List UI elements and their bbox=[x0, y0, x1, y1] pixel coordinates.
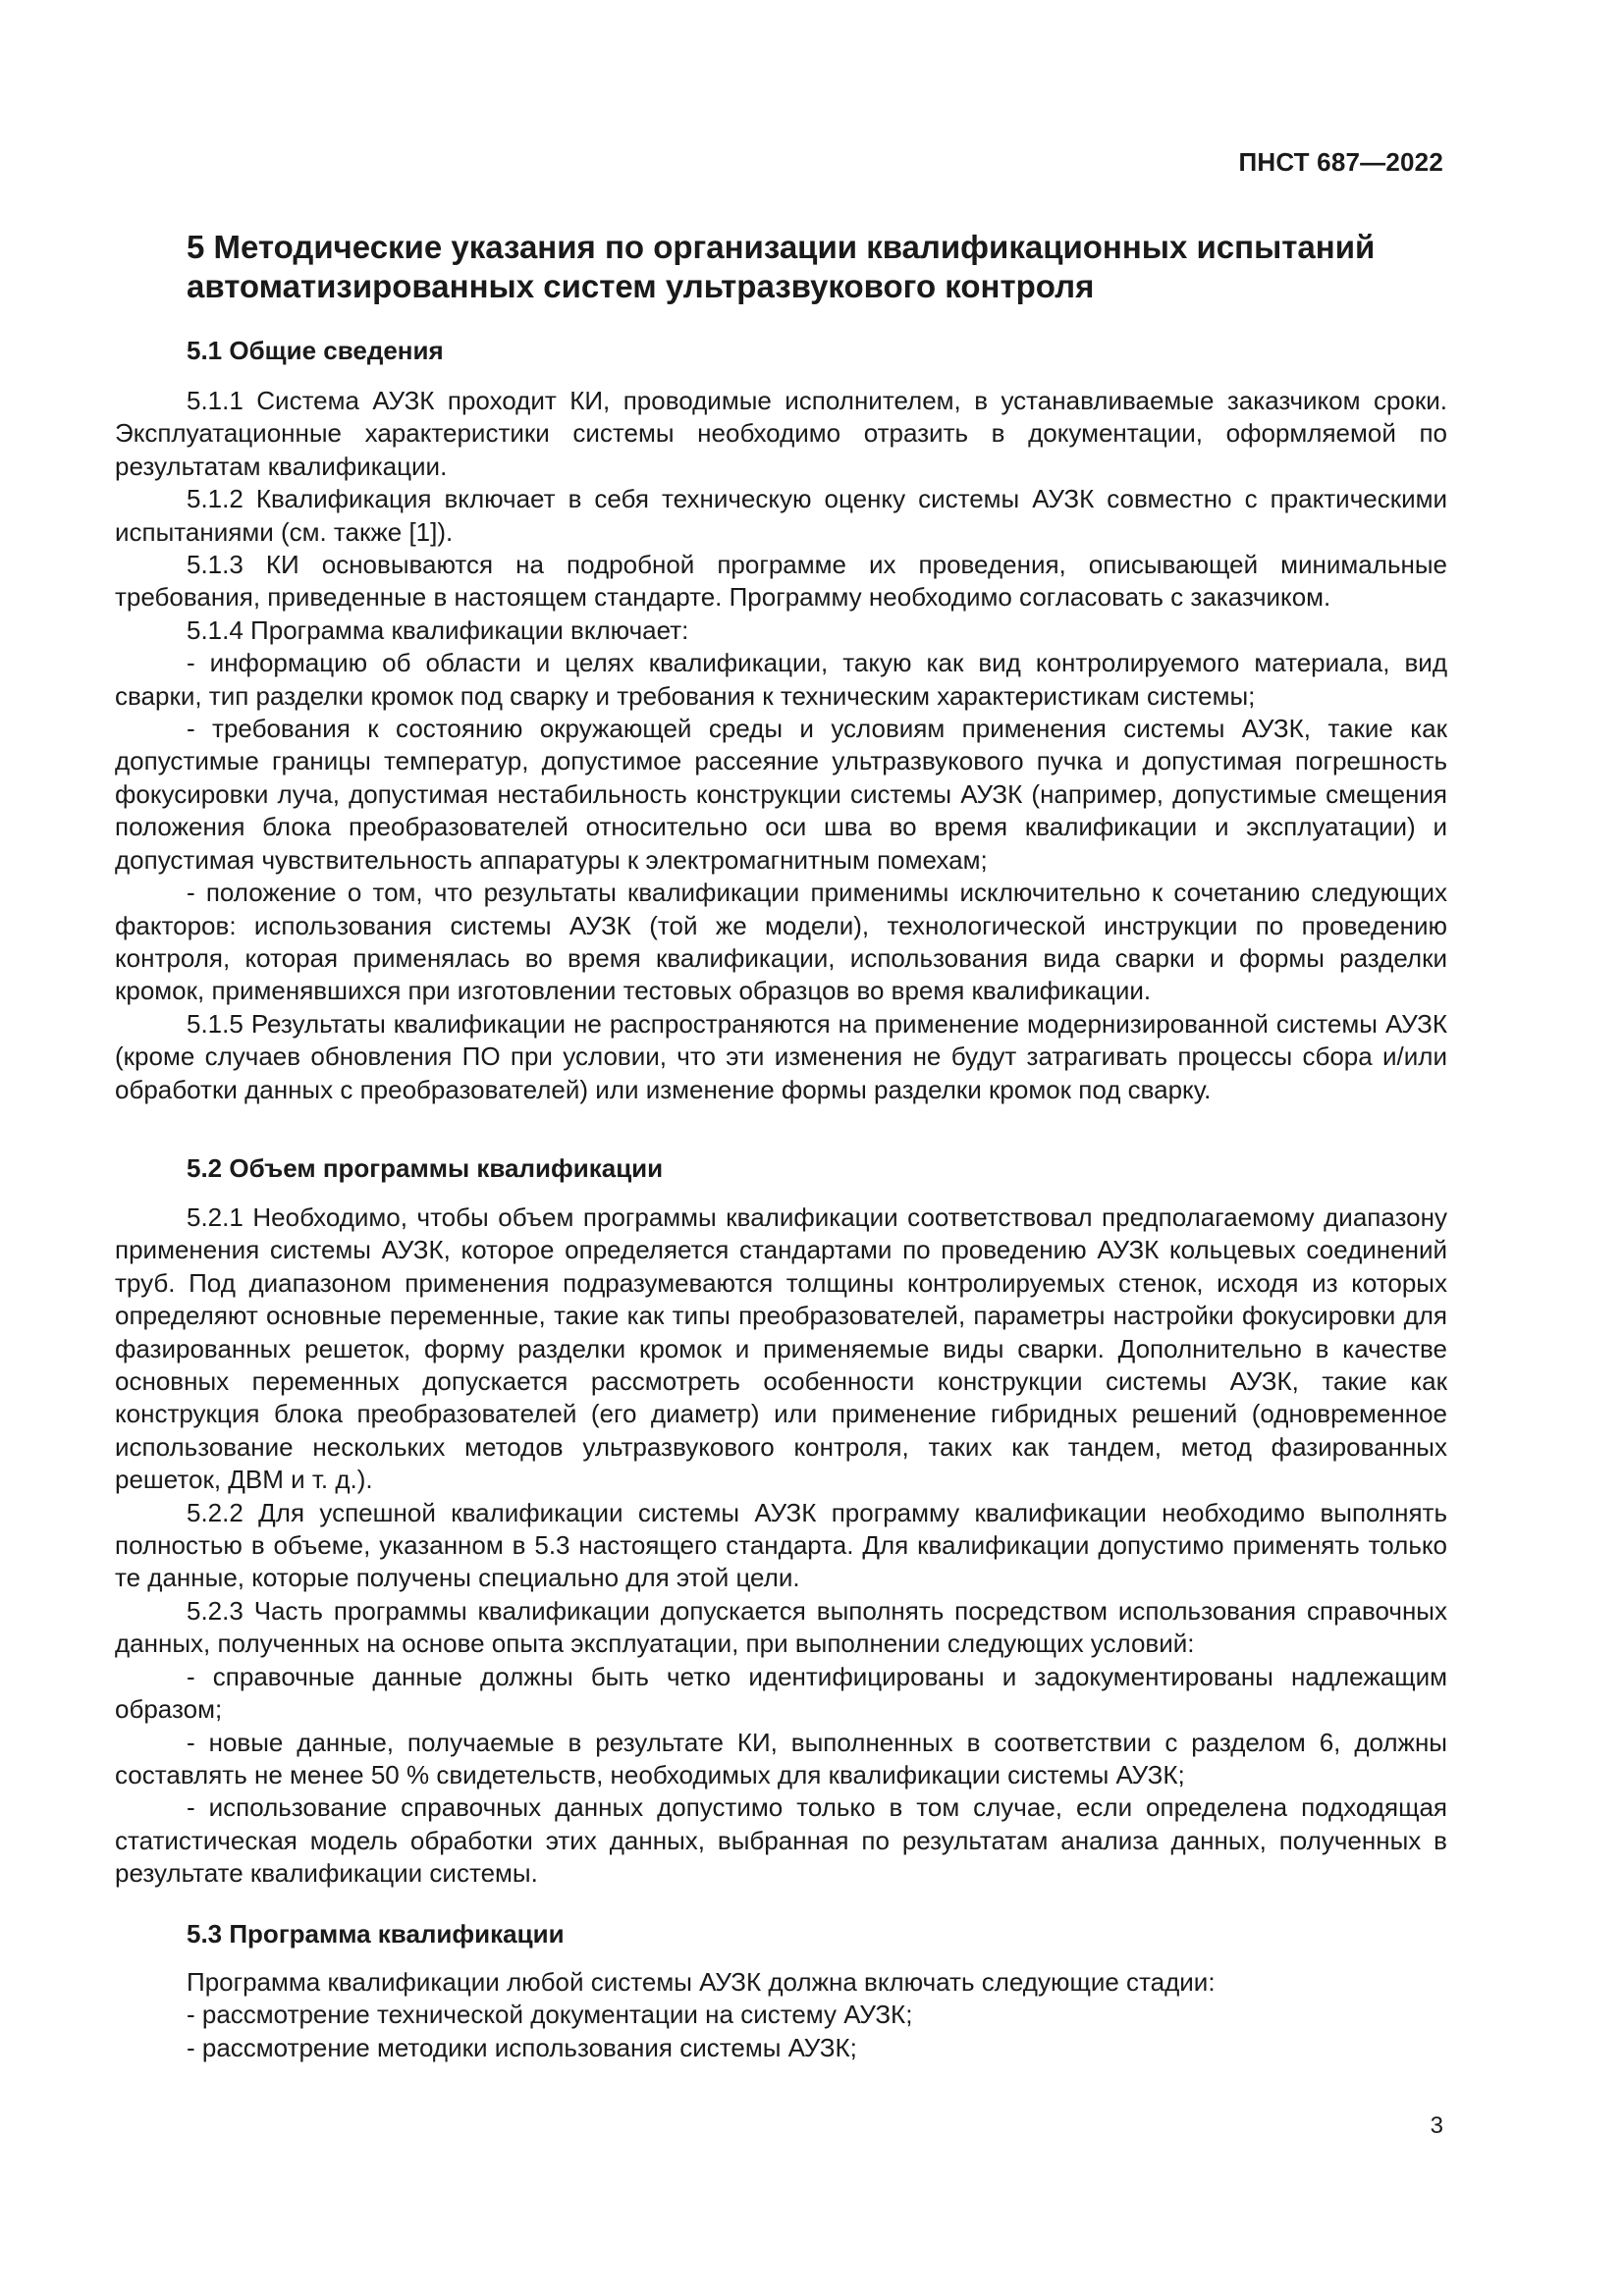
section-title-line2: автоматизированных систем ультразвукового контроля bbox=[187, 268, 1095, 304]
heading-5-1: 5.1 Общие сведения bbox=[187, 336, 444, 365]
paragraph-5-2-1: 5.2.1 Необходимо, чтобы объем программы квалификации соответствовал предполагаемому диапазону применения системы АУЗК, которое определяется стандартами по проведению АУЗК кольцевых соединений труб. Под диапазоном применения подразумеваются толщины контролируемых стенок, исходя из которых определяют основные переменные, такие как типы преобразователей, параметры настройки фокусировки для фазированных решеток, форму разделки кромок и применяемые виды сварки. Дополнительно в качестве основных переменных допускается рассмотреть особенности конструкции системы АУЗК, такие как конструкция блока преобразователей (его диаметр) или применение гибридных решений (одновременное использование нескольких методов ультразвукового контроля, таких как тандем, метод фазированных решеток, ДВМ и т. д.). bbox=[115, 1202, 1447, 1495]
list-item-5-3-a: - рассмотрение технической документации на систему АУЗК; bbox=[187, 2000, 913, 2030]
list-item-5-1-4-a: - информацию об области и целях квалификации, такую как вид контролируемого материала, вид сварки, тип разделки кромок под сварку и требования к техническим характеристикам системы; bbox=[115, 648, 1447, 711]
list-item-5-2-3-a: - справочные данные должны быть четко идентифицированы и задокументированы надлежащим образом; bbox=[115, 1661, 1447, 1725]
paragraph-5-1-5: 5.1.5 Результаты квалификации не распространяются на применение модернизированной системы АУЗК (кроме случаев обновления ПО при условии, что эти изменения не будут затрагивать процессы сбора и/или обработки данных с преобразователей) или изменение формы разделки кромок под сварку. bbox=[115, 1008, 1447, 1104]
paragraph-5-1-4: 5.1.4 Программа квалификации включает: bbox=[187, 614, 689, 645]
heading-5-2: 5.2 Объем программы квалификации bbox=[187, 1153, 664, 1183]
heading-5-3: 5.3 Программа квалификации bbox=[187, 1919, 565, 1949]
section-5-1-body bbox=[115, 385, 1447, 1106]
paragraph-5-2-3: 5.2.3 Часть программы квалификации допускается выполнять посредством использования справочных данных, полученных на основе опыта эксплуатации, при выполнении следующих условий: bbox=[115, 1595, 1447, 1659]
list-item-5-2-3-b: - новые данные, получаемые в результате КИ, выполненных в соответствии с разделом 6, должны составлять не менее 50 % свидетельств, необходимых для квалификации системы АУЗК; bbox=[115, 1727, 1447, 1789]
paragraph-5-1-1: 5.1.1 Система АУЗК проходит КИ, проводимые исполнителем, в устанавливаемые заказчиком сроки. Эксплуатационные характеристики системы необходимо отразить в документации, оформляемой по результатам квалификации. bbox=[115, 386, 1447, 481]
section-title-line1: 5 Методические указания по организации квалификационных испытаний bbox=[187, 229, 1376, 265]
page-number: 3 bbox=[1430, 2112, 1443, 2139]
paragraph-5-1-2: 5.1.2 Квалификация включает в себя техническую оценку системы АУЗК совместно с практическими испытаниями (см. также [1]). bbox=[115, 484, 1447, 547]
section-5-3-body bbox=[115, 1966, 1447, 2064]
list-item-5-2-3-c: - использование справочных данных допустимо только в том случае, если определена подходящая статистическая модель обработки этих данных, выбранная по результатам анализа данных, полученных в результате квалификации системы. bbox=[115, 1792, 1447, 1889]
list-item-5-3-b: - рассмотрение методики использования системы АУЗК; bbox=[187, 2032, 857, 2062]
section-title bbox=[187, 228, 1443, 306]
section-5-2-body bbox=[115, 1201, 1447, 1891]
paragraph-5-1-3: 5.1.3 КИ основываются на подробной программе их проведения, описывающей минимальные требования, приведенные в настоящем стандарте. Программу необходимо согласовать с заказчиком. bbox=[115, 550, 1447, 613]
paragraph-5-3-intro: Программа квалификации любой системы АУЗК должна включать следующие стадии: bbox=[187, 1967, 1216, 1997]
paragraph-5-2-2: 5.2.2 Для успешной квалификации системы АУЗК программу квалификации необходимо выполнять полностью в объеме, указанном в 5.3 настоящего стандарта. Для квалификации допустимо применять только те данные, которые получены специально для этой цели. bbox=[115, 1497, 1447, 1593]
list-item-5-1-4-c: - положение о том, что результаты квалификации применимы исключительно к сочетанию следующих факторов: использования системы АУЗК (той же модели), технологической инструкции по проведению контроля, которая применялась во время квалификации, использования вида сварки и формы разделки кромок, применявшихся при изготовлении тестовых образцов во время квалификации. bbox=[115, 878, 1447, 1006]
document-id: ПНСТ 687—2022 bbox=[1238, 147, 1443, 177]
list-item-5-1-4-b: - требования к состоянию окружающей среды и условиям применения системы АУЗК, такие как допустимые границы температур, допустимое рассеяние ультразвукового пучка и допустимая погрешность фокусировки луча, допустимая нестабильность конструкции системы АУЗК (например, допустимые смещения положения блока преобразователей относительно оси шва во время квалификации и эксплуатации) и допустимая чувствительность аппаратуры к электромагнитным помехам; bbox=[115, 714, 1447, 875]
